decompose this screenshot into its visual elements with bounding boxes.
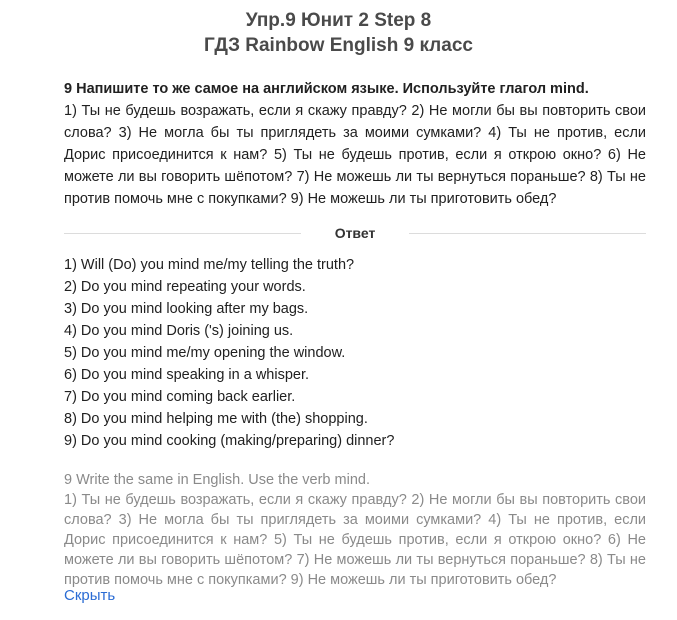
page-title-line-2: ГДЗ Rainbow English 9 класс xyxy=(204,35,473,56)
task-heading: 9 Напишите то же самое на английском языке. Используйте глагол mind. xyxy=(64,81,589,97)
answer-item: 4) Do you mind Doris ('s) joining us. xyxy=(64,323,294,339)
answer-item: 7) Do you mind coming back earlier. xyxy=(64,389,296,405)
task-text: 1) Ты не будешь возражать, если я скажу правду? 2) Не могли бы вы повторить свои слова? 3) Не могла бы ты приглядеть за моими сумками? 4) Ты не против, если Дорис присоединится к нам? 5) Ты не будешь против, если я открою окно? 6) Не можете ли вы говорить шёпотом? 7) Не можешь ли ты вернуться пораньше? 8) Ты не против помочь мне с покупками? 9) Не можешь ли ты приготовить обед? xyxy=(64,103,646,207)
divider-line-left xyxy=(64,233,301,234)
answer-item: 2) Do you mind repeating your words. xyxy=(64,279,306,295)
answer-list xyxy=(64,254,646,452)
translation-block xyxy=(64,470,646,590)
task-block xyxy=(64,78,646,210)
page-title xyxy=(0,8,677,58)
translation-text: 1) Ты не будешь возражать, если я скажу правду? 2) Не могли бы вы повторить свои слова? 3) Не могла бы ты приглядеть за моими сумками? 4) Ты не против, если Дорис присоединится к нам? 5) Ты не будешь против, если я открою окно? 6) Не можете ли вы говорить шёпотом? 7) Не можешь ли ты вернуться пораньше? 8) Ты не против помочь мне с покупками? 9) Не можешь ли ты приготовить обед? xyxy=(64,492,646,588)
divider-line-right xyxy=(409,233,646,234)
translation-heading: 9 Write the same in English. Use the verb mind. xyxy=(64,472,370,488)
answer-item: 8) Do you mind helping me with (the) shopping. xyxy=(64,411,368,427)
answer-item: 6) Do you mind speaking in a whisper. xyxy=(64,367,310,383)
hide-translation-link[interactable]: Скрыть xyxy=(64,587,116,604)
answer-item: 5) Do you mind me/my opening the window. xyxy=(64,345,346,361)
page-title-line-1: Упр.9 Юнит 2 Step 8 xyxy=(245,10,432,31)
answer-item: 9) Do you mind cooking (making/preparing) dinner? xyxy=(64,433,395,449)
answer-item: 1) Will (Do) you mind me/my telling the truth? xyxy=(64,257,355,273)
answer-divider xyxy=(64,222,646,244)
answer-item: 3) Do you mind looking after my bags. xyxy=(64,301,309,317)
answer-label: Ответ xyxy=(334,225,376,241)
